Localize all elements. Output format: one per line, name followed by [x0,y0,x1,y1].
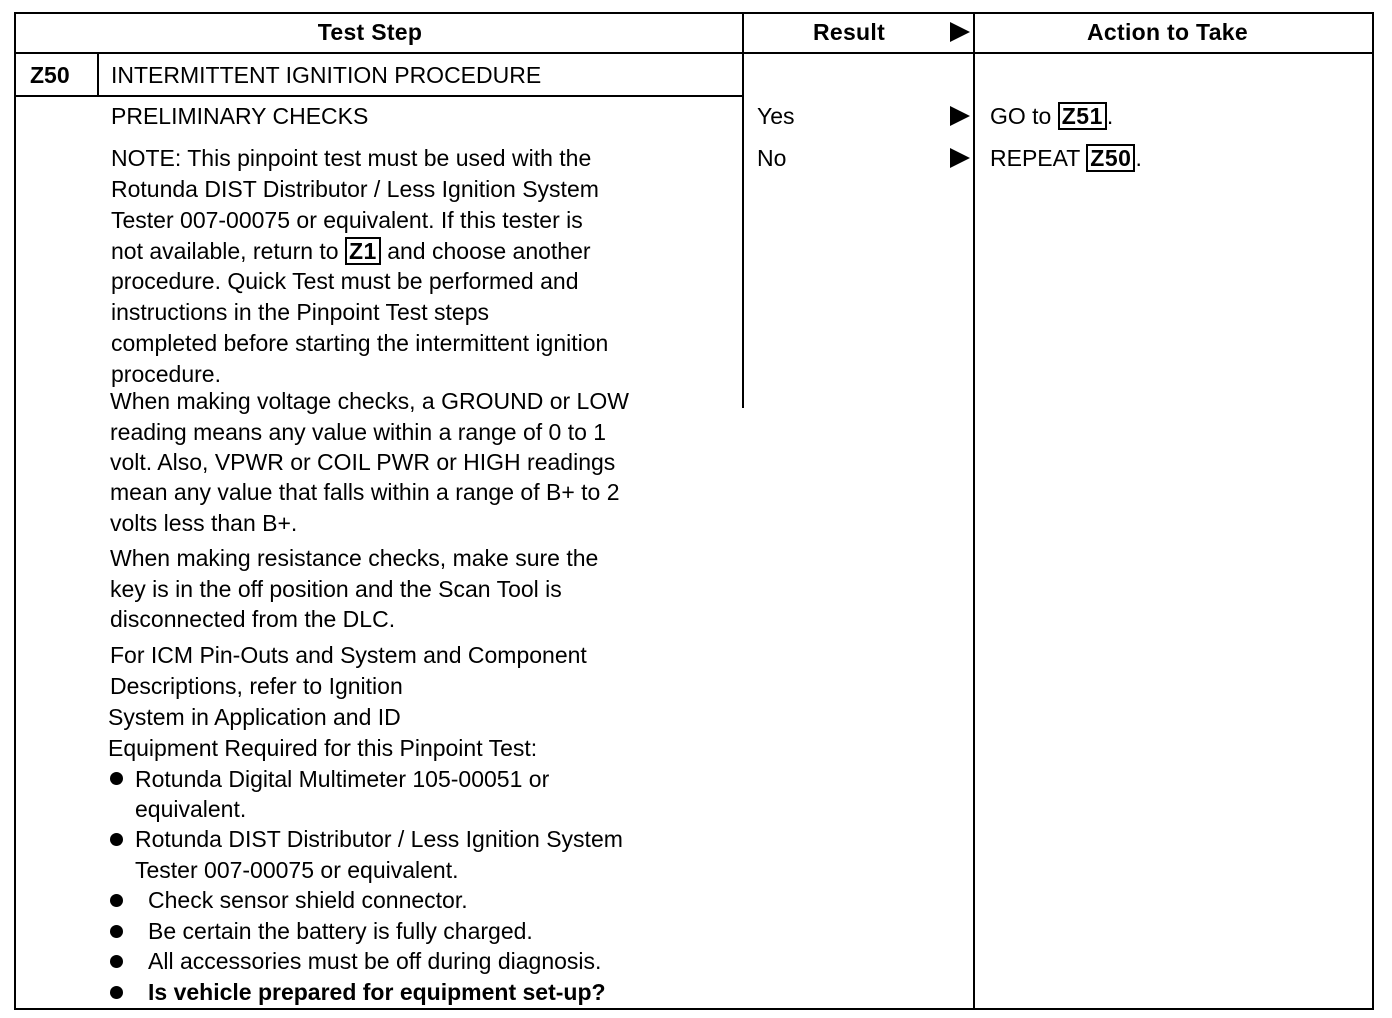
result-yes-arrow-icon [950,106,970,126]
bullet-2-line-1: Rotunda DIST Distributor / Less Ignition System [135,826,623,852]
note-line-5: procedure. Quick Test must be performed and [111,268,579,294]
resistance-line-2: key is in the off position and the Scan Tool is [110,576,562,602]
voltage-line-5: volts less than B+. [110,510,298,536]
bullet-6: Is vehicle prepared for equipment set-up? [148,979,606,1005]
action-yes-prefix: GO to [990,103,1052,129]
header-result: Result [812,19,886,45]
note-line-6: instructions in the Pinpoint Test steps [111,299,490,325]
note-line-3: Tester 007-00075 or equivalent. If this tester is [111,207,583,233]
column-divider-result-action [973,12,975,1010]
refer-line-4: Equipment Required for this Pinpoint Test: [108,735,538,761]
header-divider [14,52,1374,54]
bullet-icon [110,894,123,907]
note-line-4 [111,236,591,267]
note-line-4-end: and choose another [387,238,591,264]
bullet-1-line-2: equivalent. [135,796,247,822]
bullet-icon [110,772,123,785]
bullet-icon [110,925,123,938]
result-no-arrow-icon [950,148,970,168]
resistance-line-3: disconnected from the DLC. [110,606,396,632]
header-test-step: Test Step [317,19,423,45]
refer-line-2: Descriptions, refer to Ignition [110,673,403,699]
id-cell-divider [97,52,99,97]
bullet-icon [110,833,123,846]
note-line-2: Rotunda DIST Distributor / Less Ignition System [111,176,599,202]
bullet-5: All accessories must be off during diagnosis. [148,948,602,974]
step-id: Z50 [30,62,70,88]
title-row-divider [14,95,743,97]
header-arrow-icon [950,22,970,42]
ref-z51-box[interactable]: Z51 [1058,102,1107,130]
action-no [990,143,1142,174]
bullet-3: Check sensor shield connector. [148,887,468,913]
header-action: Action to Take [1087,19,1248,45]
column-divider-step-result [742,12,744,408]
bullet-icon [110,986,123,999]
voltage-line-1: When making voltage checks, a GROUND or LOW [110,388,629,414]
action-yes [990,101,1113,132]
action-yes-suffix: . [1106,103,1114,129]
ref-z1-box[interactable]: Z1 [345,237,381,265]
ref-z50-box[interactable]: Z50 [1086,144,1135,172]
voltage-line-2: reading means any value within a range of 0 to 1 [110,419,607,445]
action-no-suffix: . [1135,145,1142,171]
note-line-4-start: not available, return to [111,238,339,264]
refer-line-1: For ICM Pin-Outs and System and Component [110,642,587,668]
bullet-4: Be certain the battery is fully charged. [148,918,533,944]
note-line-8: procedure. [111,361,221,387]
step-title: INTERMITTENT IGNITION PROCEDURE [111,62,542,88]
refer-line-3: System in Application and ID [108,704,401,730]
result-no: No [757,145,787,171]
bullet-1-line-1: Rotunda Digital Multimeter 105-00051 or [135,766,550,792]
note-line-1: NOTE: This pinpoint test must be used with the [111,145,592,171]
step-subtitle: PRELIMINARY CHECKS [111,103,369,129]
result-yes: Yes [757,103,795,129]
voltage-line-4: mean any value that falls within a range of B+ to 2 [110,479,620,505]
note-line-7: completed before starting the intermittent ignition [111,330,609,356]
action-no-prefix: REPEAT [990,145,1080,171]
voltage-line-3: volt. Also, VPWR or COIL PWR or HIGH readings [110,449,616,475]
resistance-line-1: When making resistance checks, make sure the [110,545,599,571]
bullet-2-line-2: Tester 007-00075 or equivalent. [135,857,459,883]
bullet-icon [110,955,123,968]
